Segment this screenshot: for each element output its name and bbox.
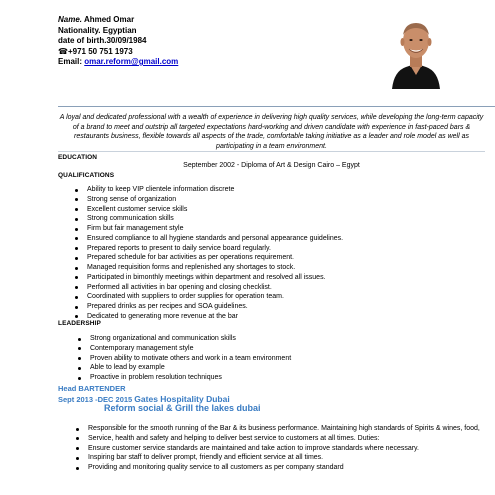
list-item: Dedicated to generating more revenue at the bar xyxy=(72,312,343,322)
name-label: Name. xyxy=(58,15,83,24)
list-item: Firm but fair management style xyxy=(72,224,343,234)
contact-block xyxy=(58,15,178,68)
profile-photo xyxy=(390,15,442,89)
name-row xyxy=(58,15,178,26)
job-dates: Sept 2013 -DEC 2015 xyxy=(58,395,135,404)
list-item: Providing and monitoring quality service to all customers as per company standard xyxy=(73,463,483,473)
list-item: Ensured compliance to all hygiene standards and personal appearance guidelines. xyxy=(72,234,343,244)
summary-divider xyxy=(58,151,485,152)
list-item: Performed all activities in bar opening and closing checklist. xyxy=(72,283,343,293)
profile-summary: A loyal and dedicated professional with a wealth of experience in delivering high quality services, while developing the long-term capacity of a brand to meet and outstrip all targeted expectations hard-working and driven candidate with experience in fast-paced bars & restaurants business, flexible towards all aspects of the trade, comfortable taking initiative as a leader and role model as well as participating in a team environment. xyxy=(59,114,484,150)
list-item: Contemporary management style xyxy=(75,344,291,354)
list-item: Coordinated with suppliers to order supplies for operation team. xyxy=(72,292,343,302)
name-value: Ahmed Omar xyxy=(82,15,135,24)
education-entry: September 2002 - Diploma of Art & Design Cairo – Egypt xyxy=(183,162,360,169)
list-item: Proactive in problem resolution techniques xyxy=(75,373,291,383)
list-item: Strong organizational and communication skills xyxy=(75,334,291,344)
education-heading: EDUCATION xyxy=(58,154,98,161)
list-item: Able to lead by example xyxy=(75,363,291,373)
job-company: Gates Hospitality Dubai xyxy=(134,394,230,404)
list-item: Service, health and safety and helping to deliver best service to customers at all times. Duties: xyxy=(73,434,483,444)
email-row xyxy=(58,57,178,68)
list-item: Inspiring bar staff to deliver prompt, friendly and efficient service at all times. xyxy=(73,453,483,463)
list-item: Ensure customer service standards are maintained and take action to improve standards where necessary. xyxy=(73,444,483,454)
list-item: Prepared reports to present to daily service board regularly. xyxy=(72,244,343,254)
list-item: Strong communication skills xyxy=(72,214,343,224)
phone-number: ☎+971 50 751 1973 xyxy=(58,46,133,56)
leadership-heading: LEADERSHIP xyxy=(58,320,101,327)
date-of-birth: date of birth.30/09/1984 xyxy=(58,36,147,45)
responsibilities-list xyxy=(73,424,483,473)
email-link[interactable]: omar.reform@gmail.com xyxy=(84,57,179,66)
list-item: Responsible for the smooth running of the Bar & its business performance. Maintaining high standards of Spirits & wines, food, xyxy=(73,424,483,434)
qualifications-list xyxy=(72,185,343,322)
qualifications-heading: QUALIFICATIONS xyxy=(58,172,115,179)
list-item: Managed requisition forms and replenished any shortages to stock. xyxy=(72,263,343,273)
list-item: Prepared schedule for bar activities as per operations requirement. xyxy=(72,253,343,263)
list-item: Proven ability to motivate others and work in a team environment xyxy=(75,354,291,364)
header-divider xyxy=(58,106,495,107)
list-item: Ability to keep VIP clientele information discrete xyxy=(72,185,343,195)
list-item: Prepared drinks as per recipes and SOA guidelines. xyxy=(72,302,343,312)
list-item: Strong sense of organization xyxy=(72,195,343,205)
list-item: Excellent customer service skills xyxy=(72,205,343,215)
job-title: Head BARTENDER xyxy=(58,384,126,393)
nationality: Nationality. Egyptian xyxy=(58,25,137,35)
job-location: Reform social & Grill the lakes dubai xyxy=(104,403,261,413)
list-item: Participated in bimonthly meetings within department and resolved all issues. xyxy=(72,273,343,283)
email-label: Email: xyxy=(58,57,85,66)
leadership-list xyxy=(75,334,291,383)
